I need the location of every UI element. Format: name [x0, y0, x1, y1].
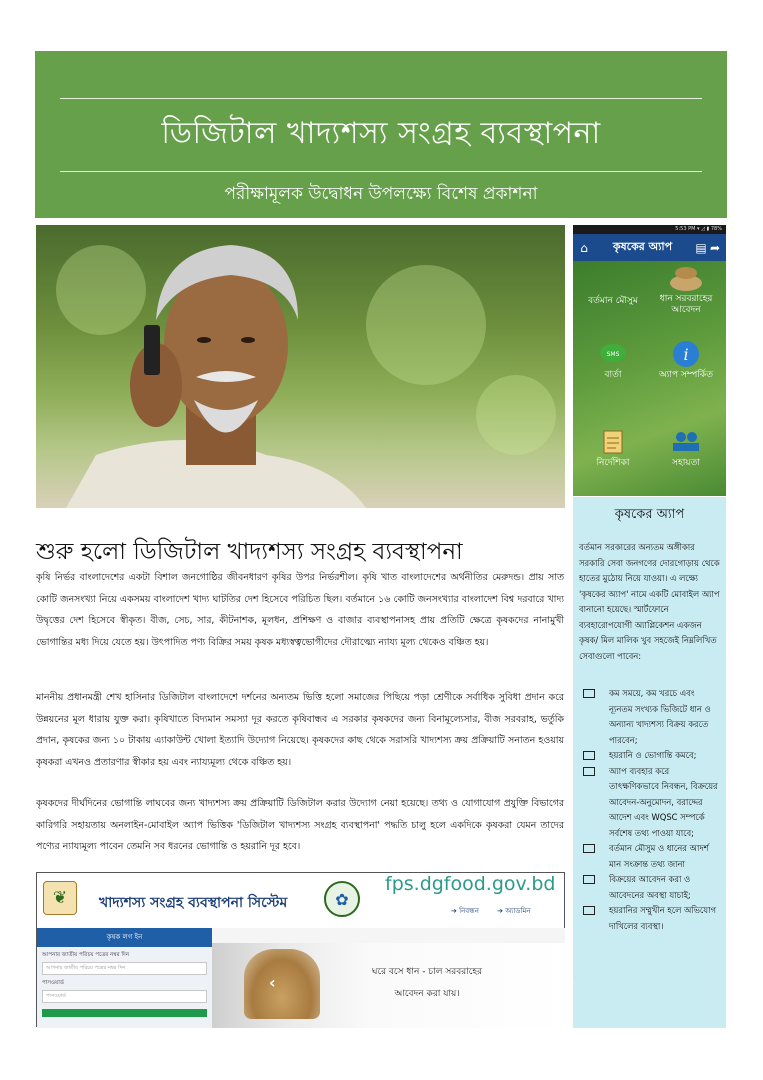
site-nav-bar — [212, 928, 565, 943]
website-url[interactable]: fps.dgfood.gov.bd — [385, 873, 556, 895]
app-item-about[interactable]: i অ্যাপ সম্পর্কিত — [648, 341, 724, 381]
phone-app-title: কৃষকের অ্যাপ — [612, 240, 673, 253]
password-input[interactable]: পাসওয়ার্ড — [42, 990, 207, 1003]
banner-subtitle: পরীক্ষামূলক উদ্বোধন উপলক্ষ্যে বিশেষ প্রকাশনা — [224, 184, 538, 204]
banner-title: ডিজিটাল খাদ্যশস্য সংগ্রহ ব্যবস্থাপনা — [161, 116, 601, 151]
rice-sack-icon — [671, 265, 701, 291]
svg-text:i: i — [683, 345, 689, 364]
feature-item: বিক্রয়ের আবেদন করা ও আবেদনের অবস্থা যাচাই; — [579, 872, 720, 903]
slider-next-arrow-icon[interactable]: › — [568, 973, 575, 992]
help-desk-icon — [671, 429, 701, 455]
article-paragraph: কৃষি নির্ভর বাংলাদেশের একটা বিশাল জনগোষ্ঠির জীবনধারণ কৃষির উপর নির্ভরশীল। কৃষি খাত বাংলাদেশের অর্থনীতির মেরুদন্ড। প্রায় সাত কোটি জনসংখ্যা নিয়ে একসময় বাংলাদেশ খাদ্য ঘাটতির দেশ হিসেবে পরিচিত ছিল। বর্তমানে ১৬ কোটি জনসংখ্যার বাংলাদেশ বিশ্ব দরবারে খাদ্য উদ্বৃত্তের দেশ হিসেবে স্বীকৃত। বীজ, সেচ, সার, কীটনাশক, মূলধন, প্রশিক্ষণ ও বাজার ব্যবস্থাপনাসহ প্রায় প্রতিটি ক্ষেত্রে কৃষকদের নানামুখী ভোগান্তির মধ্য দিয়ে যেতে হয়। উৎপাদিত পণ্য বিক্রির সময় কৃষক মধ্যস্বত্বভোগীদের দৌরাত্ম্যে ন্যায্য মূল্য থেকেও বঞ্চিত হয়। — [36, 572, 564, 648]
system-title: খাদ্যশস্য সংগ্রহ ব্যবস্থাপনা সিস্টেম — [99, 895, 288, 911]
header-banner — [35, 51, 727, 218]
checkbox-icon — [583, 751, 595, 760]
food-ministry-logo: ❦ — [43, 881, 77, 915]
clipboard-icon[interactable]: ▤ — [695, 240, 707, 255]
calendar-icon — [598, 267, 628, 293]
rice-basket-image — [244, 949, 320, 1019]
slider-prev-arrow-icon[interactable]: ‹ — [269, 973, 276, 992]
register-link[interactable]: ➔ নিবন্ধন — [451, 907, 479, 915]
home-icon[interactable]: ⌂ — [580, 240, 588, 255]
feature-item: বর্তমান মৌসুম ও ধানের আদর্শ মান সংক্রান্ত তথ্য জানা — [579, 841, 720, 872]
banner-top-rule — [60, 98, 702, 99]
banner-bottom-rule — [60, 171, 702, 172]
feature-item: অ্যাপ ব্যবহার করে তাৎক্ষণিকভাবে নিবন্ধন, বিক্রয়ের আবেদন-অনুমোদন, বরাদ্দের আদেশ এবং WQSC সম্পর্কে সর্বশেষ তথ্য পাওয়া যাবে; — [579, 764, 720, 842]
share-icon[interactable]: ➦ — [709, 240, 721, 255]
farmer-illustration — [36, 225, 565, 508]
article-paragraph: কৃষকদের দীর্ঘদিনের ভোগান্তি লাঘবের জন্য খাদ্যশস্য ক্রয় প্রক্রিয়াটি ডিজিটাল করার উদ্যোগ নেয়া হয়েছে। তথ্য ও যোগাযোগ প্রযুক্তি বিভাগের কারিগরি সহায়তায় অনলাইন-মোবাইল অ্যাপ ভিত্তিক 'ডিজিটাল খাদ্যশস্য সংগ্রহ ব্যবস্থাপনা' পদ্ধতি চালু হলে একদিকে কৃষকরা যেমন তাদের পণ্যের ন্যায্যমূল্য পাবেন তেমনি সব ধরনের ভোগান্তি ও হয়রানি দূর হবে। — [36, 798, 564, 852]
login-button[interactable] — [42, 1009, 207, 1017]
login-header: কৃষক লগ ইন — [37, 928, 212, 947]
feature-item: হয়রানি ও ভোগান্তি কমবে; — [579, 748, 720, 764]
image-slider — [212, 943, 575, 1028]
app-item-help[interactable]: সহায়তা — [648, 429, 724, 469]
article-headline: শুরু হলো ডিজিটাল খাদ্যশস্য সংগ্রহ ব্যবস্থাপনা — [36, 539, 463, 565]
app-item-current-season[interactable]: বর্তমান মৌসুম — [575, 267, 651, 307]
feature-list — [579, 686, 720, 934]
feature-item: হয়রানির সম্মুখীন হলে অভিযোগ দাখিলের ব্যবস্থা। — [579, 903, 720, 934]
nid-label: আপনার জাতীয় পরিচয় পত্রের নম্বর দিন — [42, 952, 130, 958]
app-item-guidelines[interactable]: নির্দেশিকা — [575, 429, 651, 469]
info-icon — [671, 341, 701, 367]
checkbox-icon — [583, 844, 595, 853]
farmer-login-panel — [37, 928, 212, 1028]
phone-app-screenshot — [573, 225, 726, 496]
phone-status-bar: 5:53 PM ▾ ◿ ▮ 78% — [573, 225, 726, 234]
admin-link[interactable]: ➔ অ্যাডমিন — [497, 907, 531, 915]
farmer-photo — [36, 225, 565, 508]
article-paragraph: মাননীয় প্রধানমন্ত্রী শেখ হাসিনার ডিজিটাল বাংলাদেশে দর্শনের অন্যতম ভিত্তি হলো সমাজের পিছিয়ে পড়া শ্রেণীকে সর্বাধিক সুবিধা প্রদান করে উন্নয়নের মূল ধারায় যুক্ত করা। কৃষিখাতে বিদ্যমান সমস্যা দূর করতে কৃষিবান্ধব এ সরকার কৃষকদের জন্য বিনামূল্যেসার, বীজ সরবরাহ, ভর্তুকি প্রদান, কৃষকের জন্য ১০ টাকায় এ্যাকাউন্ট খোলা ইত্যাদি উদ্যোগ নিয়েছে। কৃষকদের কাছ থেকে সরাসরি খাদ্যশস্য ক্রয় প্রক্রিয়াটি সনাতন হওয়ায় কৃষকরা এখনও প্রতারণার স্বীকার হয় এবং ন্যায্যমূল্য থেকে বঞ্চিত হয়। — [36, 692, 564, 768]
app-item-rice-supply[interactable]: ধান সরবরাহের আবেদন — [648, 265, 724, 316]
app-item-messages[interactable]: SMS বার্তা — [575, 341, 651, 381]
checkbox-icon — [583, 906, 595, 915]
checkbox-icon — [583, 689, 595, 698]
svg-text:SMS: SMS — [606, 351, 620, 358]
sms-icon — [598, 341, 628, 367]
feature-item: কম সময়ে, কম খরচে এবং ন্যূনতম সংখ্যক ভিজিটে ধান ও অন্যান্য খাদ্যশস্য বিক্রয় করতে পারবেন; — [579, 686, 720, 748]
site-links — [451, 905, 547, 917]
nid-input[interactable]: আপনার জাতীয় পরিচয় পত্রের নম্বর দিন — [42, 962, 207, 975]
sidebar-title: কৃষকের অ্যাপ — [614, 507, 685, 522]
website-screenshot — [36, 872, 575, 1027]
notepad-icon — [598, 429, 628, 455]
government-seal-logo: ✿ — [324, 881, 360, 917]
sidebar-intro: বর্তমান সরকারের অন্যতম অঙ্গীকার সরকারি সেবা জনগণের দোরগোড়ায় থেকে হাতের মুঠোয় নিয়ে যাওয়া। এ লক্ষ্যে 'কৃষকের অ্যাপ' নামে একটি মোবাইল অ্যাপ বানানো হয়েছে। স্মার্টফোনে ব্যবহারোপযোগী অ্যাপ্লিকেশন একজন কৃষক/ মিল মালিক খুব সহজেই নিম্নলিখিত সেবাগুলো পাবেন: — [579, 542, 720, 661]
phone-app-bar — [573, 234, 726, 261]
checkbox-icon — [583, 767, 595, 776]
checkbox-icon — [583, 875, 595, 884]
phone-app-grid — [573, 261, 726, 496]
slider-caption: ঘরে বসে ধান - চাল সরবরাহের আবেদন করা যায়। — [371, 967, 483, 999]
app-info-sidebar — [573, 497, 726, 1028]
password-label: পাসওয়ার্ড — [42, 980, 64, 986]
